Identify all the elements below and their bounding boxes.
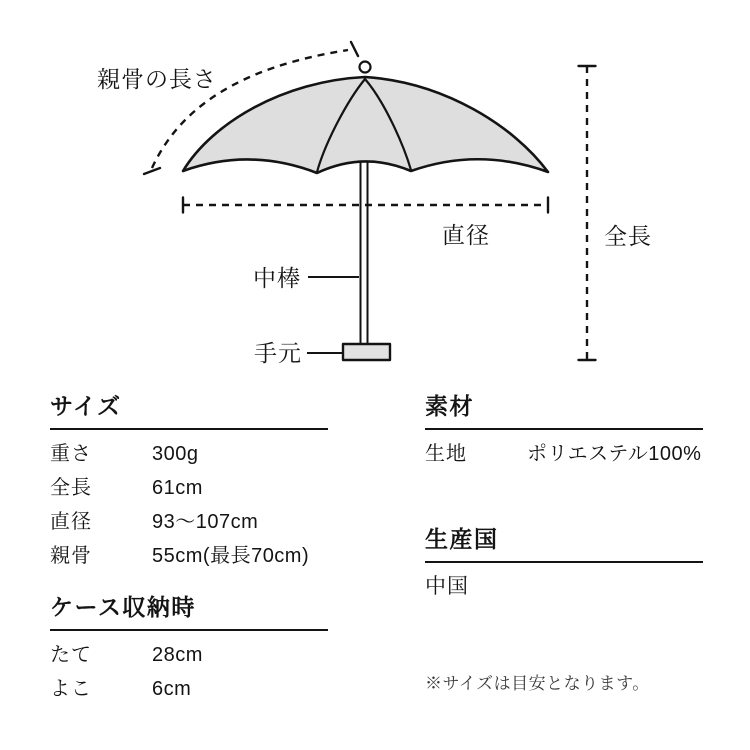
spec-row-fabric xyxy=(425,437,703,471)
material-rows xyxy=(425,437,703,471)
case-section xyxy=(50,594,328,706)
spec-row-weight xyxy=(50,437,328,471)
spec-value: 6cm xyxy=(152,678,192,700)
rib-length-tick-top xyxy=(351,42,358,56)
handle-label: 手元 xyxy=(254,340,302,366)
spec-value: ポリエステル100% xyxy=(527,443,702,465)
spec-row-diameter xyxy=(50,505,328,539)
material-section xyxy=(425,393,703,471)
umbrella-finial xyxy=(360,62,371,73)
spec-row-rib xyxy=(50,539,328,573)
spec-value: 61cm xyxy=(152,477,203,499)
country-section-title: 生産国 xyxy=(425,526,703,563)
spec-label: 直径 xyxy=(50,511,92,533)
rib-length-label: 親骨の長さ xyxy=(97,66,217,92)
spec-value: 93〜107cm xyxy=(152,511,259,533)
diameter-label: 直径 xyxy=(442,222,490,248)
total-length-label: 全長 xyxy=(604,223,652,249)
size-disclaimer-note: ※サイズは目安となります。 xyxy=(425,674,650,693)
spec-label: たて xyxy=(50,644,92,666)
spec-label: よこ xyxy=(50,678,92,700)
umbrella-canopy xyxy=(183,77,548,173)
size-section xyxy=(50,393,328,573)
spec-row-case-width xyxy=(50,672,328,706)
case-rows xyxy=(50,638,328,706)
spec-row-total-length xyxy=(50,471,328,505)
spec-label: 全長 xyxy=(50,477,92,499)
spec-value: 55cm(最長70cm) xyxy=(152,545,310,567)
rib-length-tick-bottom xyxy=(144,168,160,174)
spec-value: 300g xyxy=(152,443,199,465)
spec-label: 重さ xyxy=(50,443,92,465)
spec-value: 28cm xyxy=(152,644,203,666)
country-value: 中国 xyxy=(425,575,469,598)
case-section-title: ケース収納時 xyxy=(50,594,328,631)
spec-row-case-height xyxy=(50,638,328,672)
spec-label: 親骨 xyxy=(50,545,92,567)
umbrella-handle xyxy=(343,344,390,360)
shaft-label: 中棒 xyxy=(253,265,301,291)
size-rows xyxy=(50,437,328,573)
material-section-title: 素材 xyxy=(425,393,703,430)
size-section-title: サイズ xyxy=(50,393,328,430)
spec-label: 生地 xyxy=(425,443,467,465)
country-section xyxy=(425,526,703,602)
